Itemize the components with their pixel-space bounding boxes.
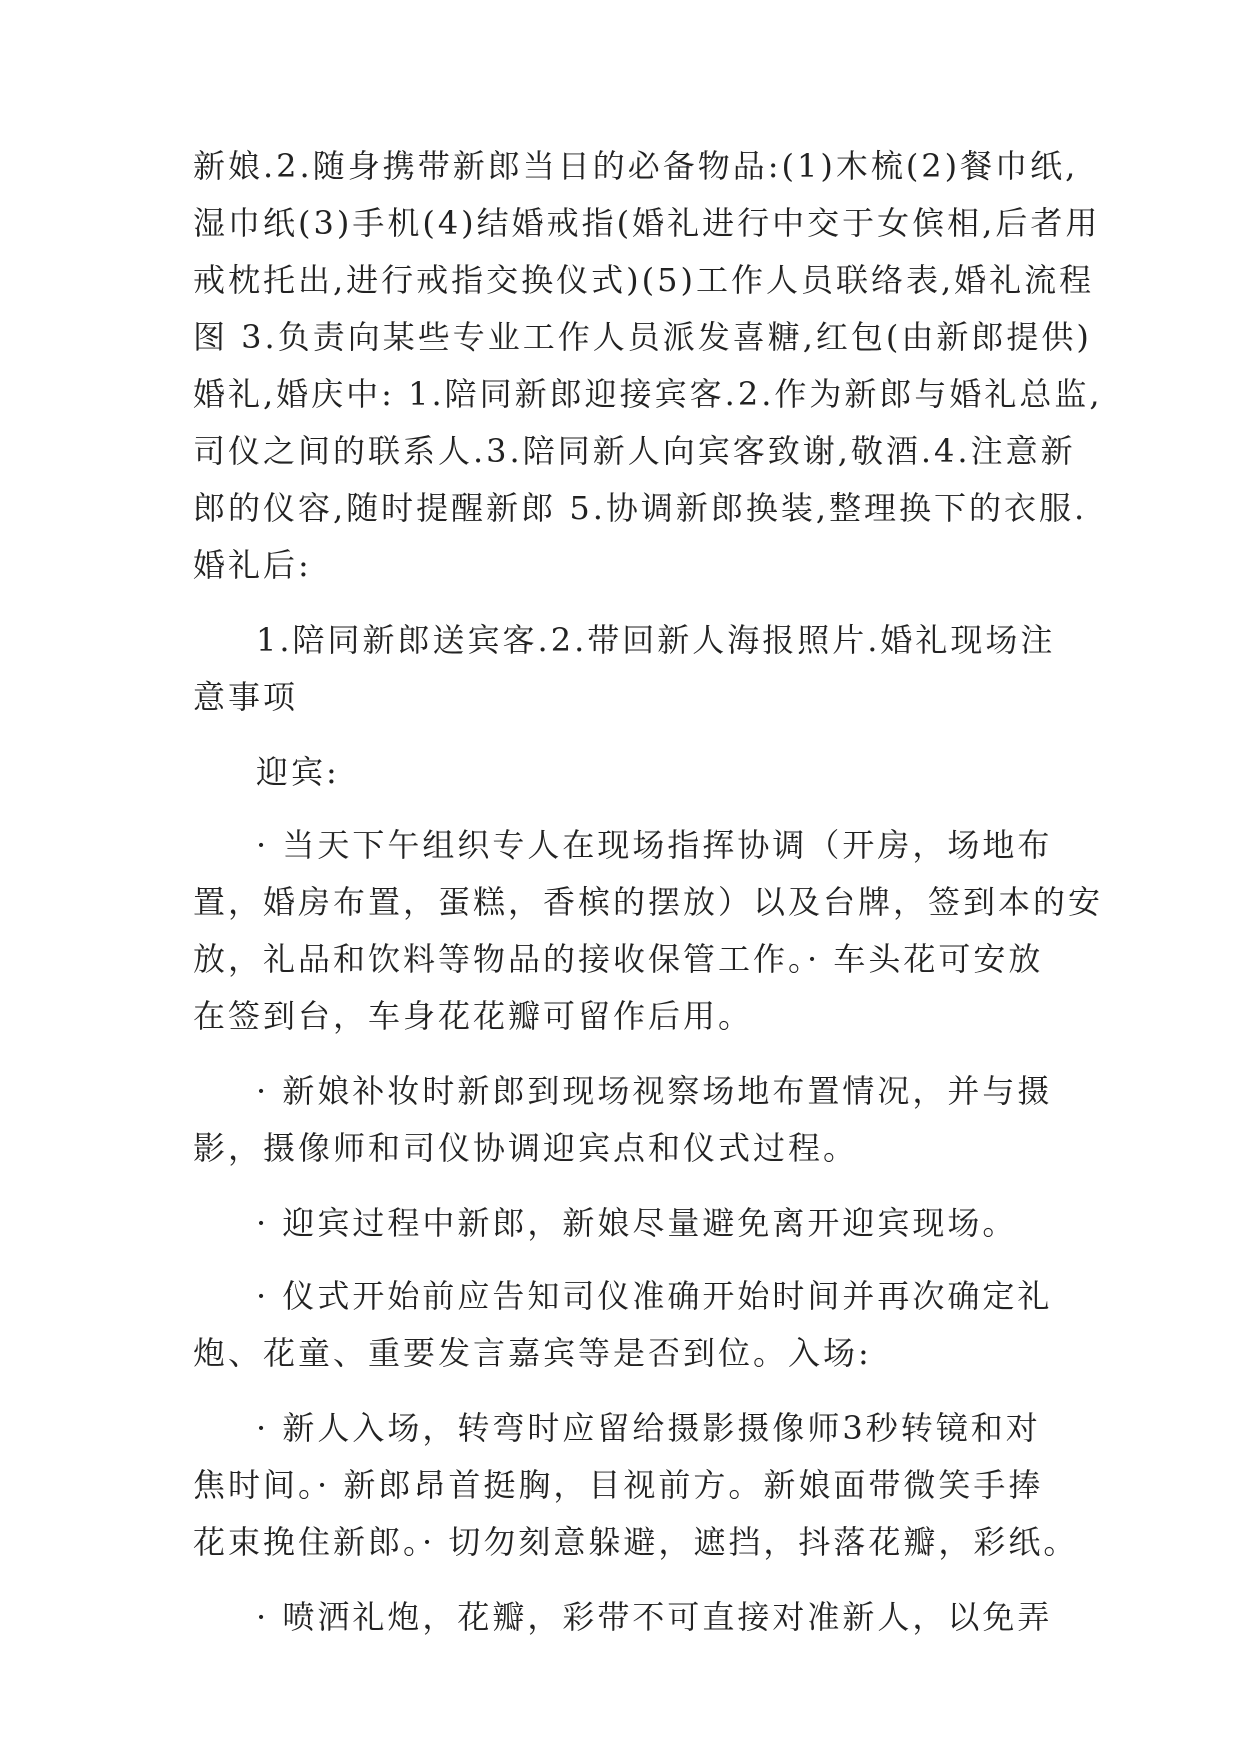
text-line-14: 放，礼品和饮料等物品的接收保管工作。· 车头花可安放 (193, 940, 1044, 978)
text-line-17: 影，摄像师和司仪协调迎宾点和仪式过程。 (193, 1129, 859, 1167)
text-line-19: · 仪式开始前应告知司仪准确开始时间并再次确定礼 (256, 1277, 1053, 1315)
text-line-4: 图 3.负责向某些专业工作人员派发喜糖,红包(由新郎提供) (193, 318, 1092, 356)
text-line-6: 司仪之间的联系人.3.陪同新人向宾客致谢,敬酒.4.注意新 (193, 432, 1076, 470)
text-line-13: 置，婚房布置，蛋糕，香槟的摆放）以及台牌，签到本的安 (193, 883, 1104, 921)
text-line-12: · 当天下午组织专人在现场指挥协调（开房，场地布 (256, 826, 1053, 864)
text-line-5: 婚礼,婚庆中: 1.陪同新郎迎接宾客.2.作为新郎与婚礼总监, (193, 375, 1103, 413)
text-line-8: 婚礼后: (193, 546, 312, 584)
text-line-1: 新娘.2.随身携带新郎当日的必备物品:(1)木梳(2)餐巾纸, (193, 147, 1079, 185)
text-line-22: 焦时间。· 新郎昂首挺胸，目视前方。新娘面带微笑手捧 (193, 1466, 1044, 1504)
text-line-3: 戒枕托出,进行戒指交换仪式)(5)工作人员联络表,婚礼流程 (193, 261, 1095, 299)
text-line-21: · 新人入场，转弯时应留给摄影摄像师3秒转镜和对 (256, 1409, 1041, 1447)
text-line-23: 花束挽住新郎。· 切勿刻意躲避，遮挡，抖落花瓣，彩纸。 (193, 1523, 1079, 1561)
text-line-11: 迎宾: (256, 753, 340, 791)
text-line-18: · 迎宾过程中新郎，新娘尽量避免离开迎宾现场。 (256, 1204, 1018, 1242)
text-line-15: 在签到台，车身花花瓣可留作后用。 (193, 997, 754, 1035)
text-line-7: 郎的仪容,随时提醒新郎 5.协调新郎换装,整理换下的衣服. (193, 489, 1088, 527)
text-line-24: · 喷洒礼炮，花瓣，彩带不可直接对准新人，以免弄 (256, 1598, 1053, 1636)
text-line-2: 湿巾纸(3)手机(4)结婚戒指(婚礼进行中交于女傧相,后者用 (193, 204, 1101, 242)
text-line-9: 1.陪同新郎送宾客.2.带回新人海报照片.婚礼现场注 (256, 621, 1056, 659)
text-line-10: 意事项 (193, 678, 299, 716)
text-line-16: · 新娘补妆时新郎到现场视察场地布置情况，并与摄 (256, 1072, 1053, 1110)
text-line-20: 炮、花童、重要发言嘉宾等是否到位。入场: (193, 1334, 872, 1372)
